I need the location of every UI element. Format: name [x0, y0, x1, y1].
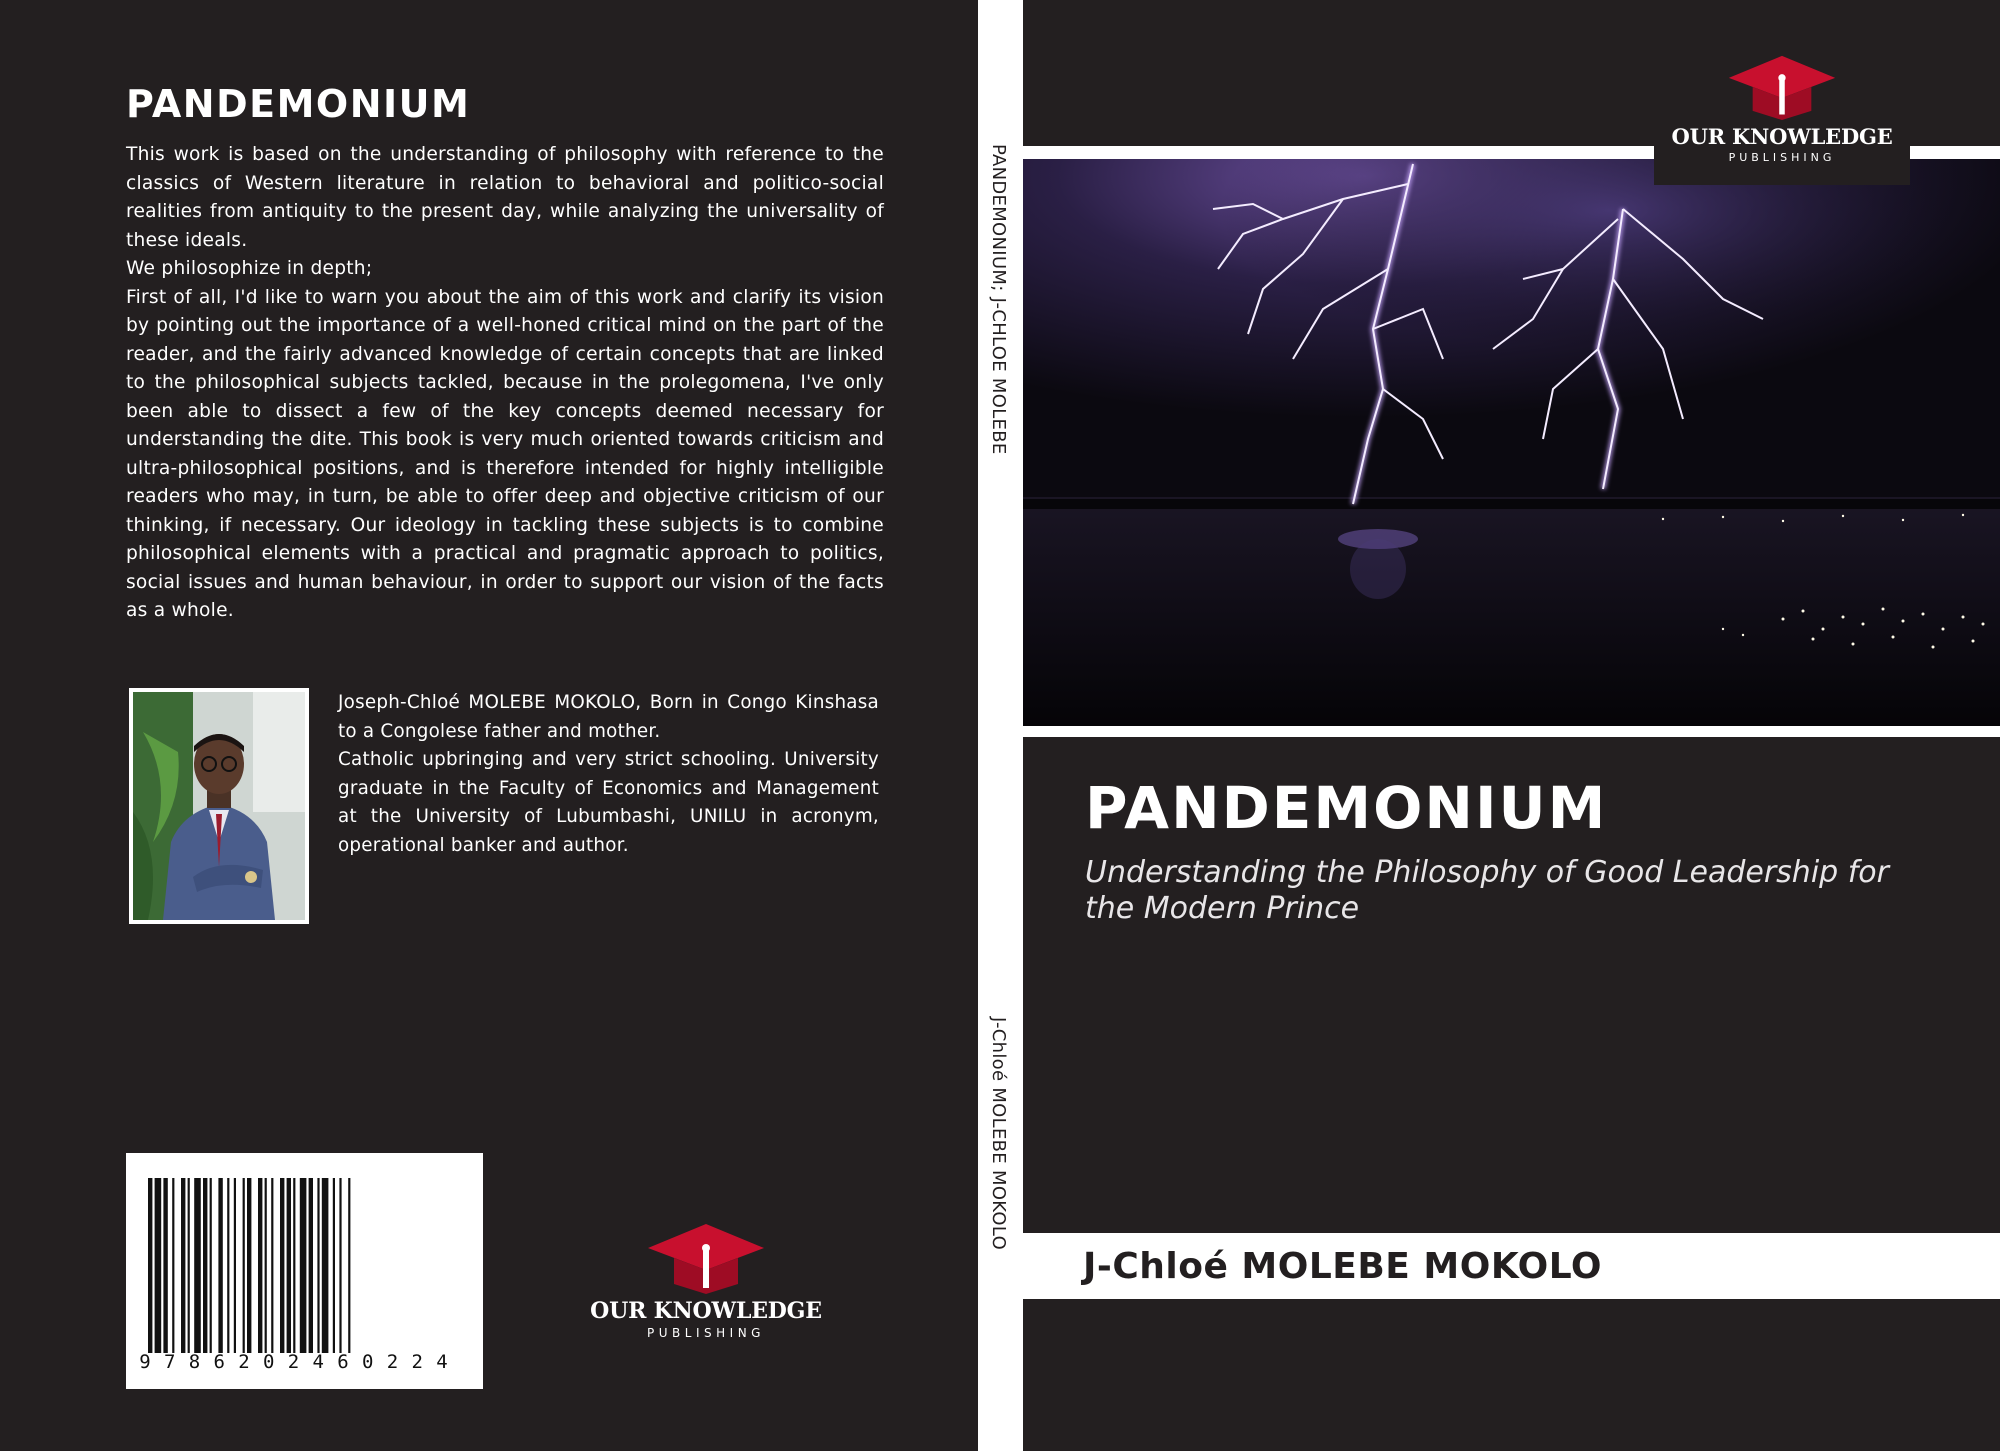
mortarboard-icon [646, 1222, 766, 1294]
barcode-bar [348, 1178, 350, 1353]
front-cover [1023, 0, 2000, 1451]
spine [978, 0, 1023, 1451]
spine-title: PANDEMONIUM; J-CHLOE MOLEBE [988, 144, 1009, 455]
barcode-bar [181, 1178, 185, 1353]
barcode-digit: 4 [312, 1351, 324, 1373]
front-cover-title: PANDEMONIUM [1085, 774, 1608, 842]
publisher-logo-front-inner [1654, 54, 1910, 164]
front-cover-author: J-Chloé MOLEBE MOKOLO [1083, 1246, 1602, 1287]
barcode-bar [155, 1178, 162, 1353]
publisher-name: OUR KNOWLEDGE [590, 1298, 822, 1324]
barcode-digit: 6 [213, 1351, 225, 1373]
barcode-bar [234, 1178, 236, 1353]
barcode-bar [243, 1178, 245, 1353]
barcode-bar [265, 1178, 267, 1353]
barcode-bar [317, 1178, 319, 1353]
barcode-bar [203, 1178, 207, 1353]
barcode-bar [218, 1178, 222, 1353]
lightning-storm-image [1023, 159, 2000, 726]
barcode-bar [247, 1178, 251, 1353]
barcode-digit: 2 [287, 1351, 300, 1373]
barcode-bar [300, 1178, 307, 1353]
barcode-digit: 2 [411, 1351, 423, 1373]
barcode-digit: 0 [362, 1351, 374, 1373]
author-bio-paragraph: Catholic upbringing and very strict schooling. University graduate in the Faculty of Economics and Management at the University of Lubumbashi, UNILU in acronym, operational banker and author. [338, 749, 879, 856]
barcode-digit: 9 [139, 1351, 151, 1373]
lightning-photo [1023, 159, 2000, 726]
barcode-bar [271, 1178, 273, 1353]
author-portrait-image [133, 692, 305, 920]
mid-divider-band [1023, 726, 2000, 737]
barcode-bar [194, 1178, 201, 1353]
publisher-logo-front [1654, 0, 1910, 185]
barcode-bar [163, 1178, 167, 1353]
back-cover-blurb [126, 141, 884, 626]
mortarboard-icon [1727, 54, 1837, 120]
author-band [1023, 1233, 2000, 1299]
front-cover-subtitle: Understanding the Philosophy of Good Leadership for the Modern Prince [1085, 855, 1889, 926]
barcode-bar [339, 1178, 341, 1353]
publisher-logo-back [590, 1222, 822, 1340]
barcode-digit: 4 [436, 1351, 448, 1373]
publisher-sub: PUBLISHING [1728, 151, 1836, 164]
barcode-bar [293, 1178, 295, 1353]
author-bio [338, 689, 879, 861]
blurb-paragraph: This work is based on the understanding of philosophy with reference to the classics of Western literature in relation to behavioral and politico-social realities from antiquity to the present day, while analyzing the universality of these ideals. [126, 144, 884, 251]
barcode-bar [227, 1178, 229, 1353]
barcode-bar [148, 1178, 152, 1353]
barcode-bar [188, 1178, 190, 1353]
barcode-digit: 7 [164, 1351, 176, 1373]
back-cover [0, 0, 978, 1451]
publisher-name: OUR KNOWLEDGE [1671, 124, 1893, 149]
barcode-bar [280, 1178, 284, 1353]
publisher-sub: PUBLISHING [647, 1326, 765, 1340]
barcode-bars [126, 1153, 483, 1353]
author-photo [129, 688, 309, 924]
barcode-bar [287, 1178, 291, 1353]
barcode-bar [309, 1178, 313, 1353]
barcode-bar [333, 1178, 335, 1353]
barcode-digit: 2 [386, 1351, 399, 1373]
barcode-digit: 0 [263, 1351, 275, 1373]
barcode-bar [322, 1178, 329, 1353]
spine-author: J-Chloé MOLEBE MOKOLO [988, 1017, 1009, 1251]
barcode-digits [134, 1351, 453, 1373]
blurb-paragraph: First of all, I'd like to warn you about the aim of this work and clarify its vision by pointing out the importance of a well-honed critical mind on the part of the reader, and the fairly advanced knowledge of certain concepts that are linked to the philosophical subjects tackled, because in the prolegomena, I've only been able to dissect a few of the key concepts deemed necessary for understanding the dite. This book is very much oriented towards criticism and ultra-philosophical positions, and is therefore intended for highly intelligible readers who may, in turn, be able to offer deep and objective criticism of our thinking, if necessary. Our ideology in tackling these subjects is to combine philosophical elements with a practical and pragmatic approach to politics, social issues and human behaviour, in order to support our vision of the facts as a whole. [126, 286, 884, 621]
barcode-digit: 6 [337, 1351, 349, 1373]
barcode-bar [172, 1178, 174, 1353]
blurb-paragraph: We philosophize in depth; [126, 258, 373, 279]
isbn-barcode [126, 1153, 483, 1389]
barcode-digit: 8 [188, 1351, 201, 1373]
barcode-bar [210, 1178, 212, 1353]
barcode-digit: 2 [238, 1351, 250, 1373]
author-bio-paragraph: Joseph-Chloé MOLEBE MOKOLO, Born in Congo Kinshasa to a Congolese father and mother. [338, 692, 879, 742]
back-cover-title: PANDEMONIUM [126, 82, 471, 126]
barcode-bar [258, 1178, 262, 1353]
